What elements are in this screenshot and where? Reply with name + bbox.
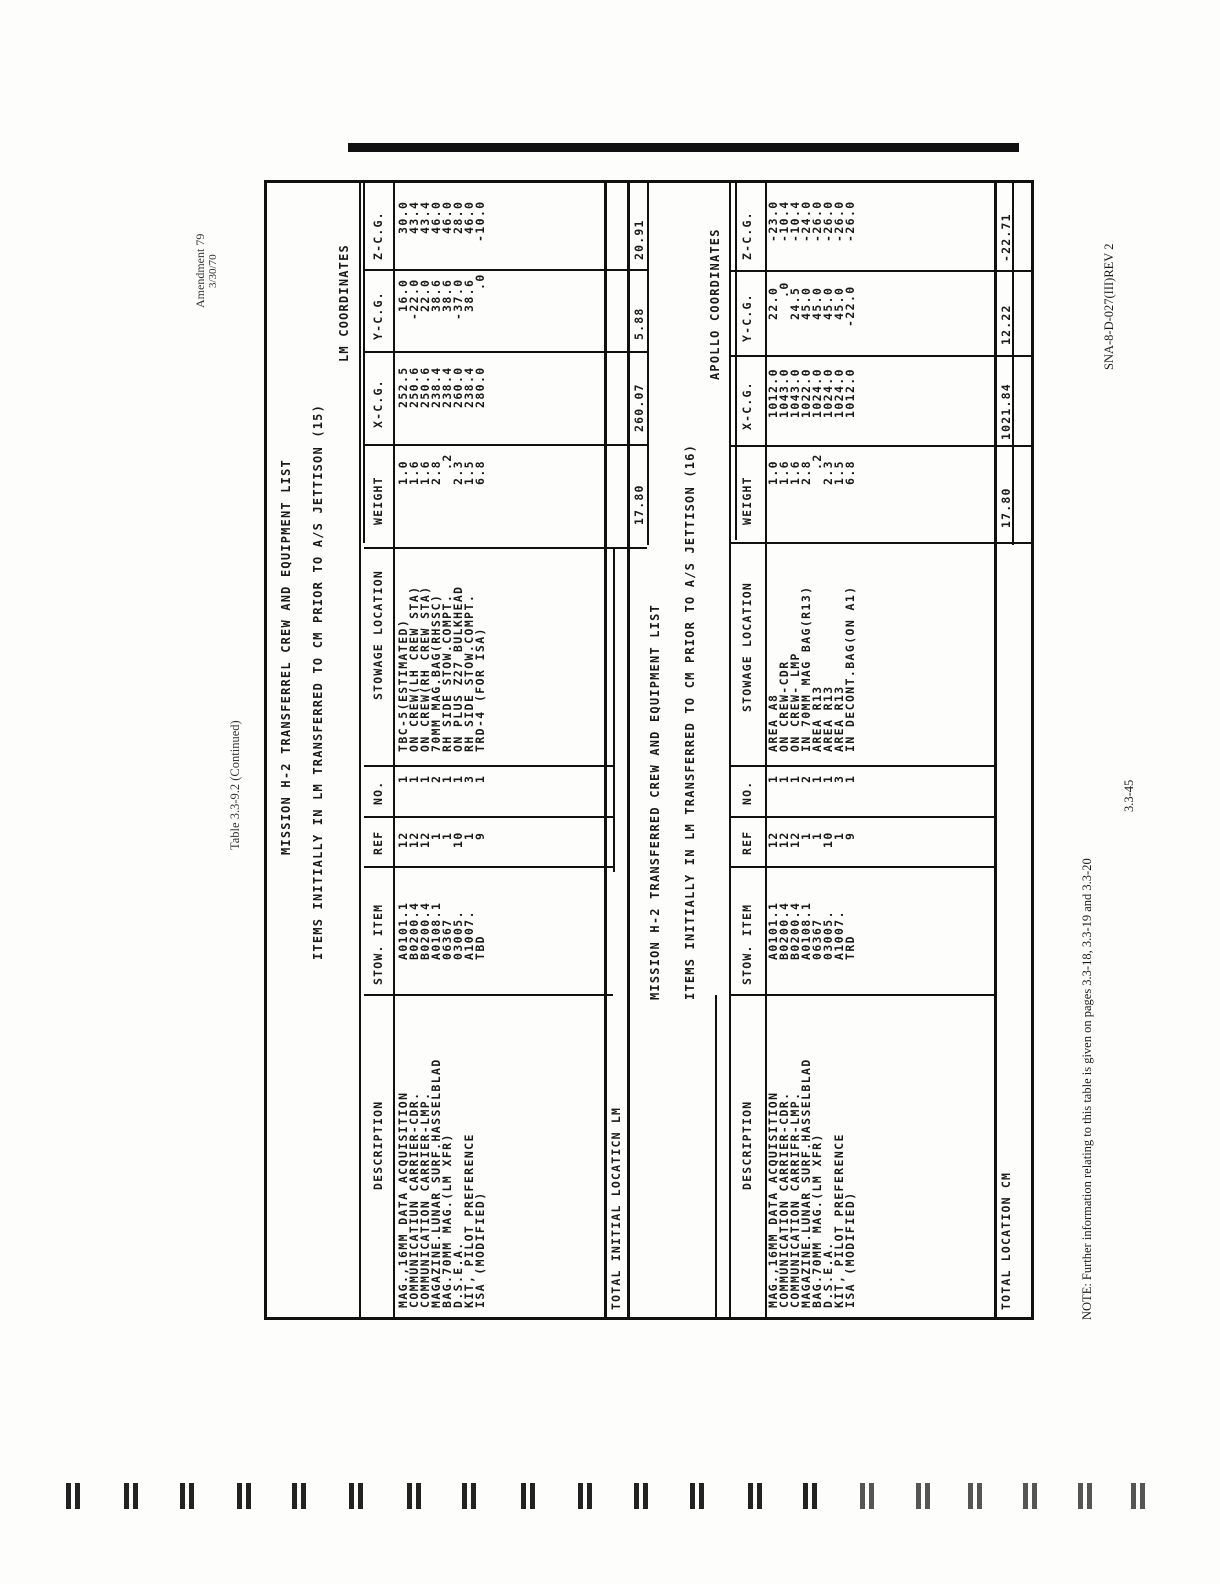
- t1-row7-y-cg: 38.6: [462, 278, 476, 312]
- t1-row4-z-cg: 46.0: [429, 200, 443, 234]
- t2-header-stow-item: STOW. ITEM: [740, 903, 754, 985]
- t1-row6-x-cg: 260.0: [451, 366, 465, 408]
- t1-row4-stow-item: A0108.1: [429, 901, 443, 960]
- t2-row8-y-cg: -22.0: [843, 285, 857, 327]
- t1-row8-z-cg: -10.0: [473, 200, 487, 242]
- t1-row3-description: COMMUNICATION CARRIER-LMP.: [418, 1091, 432, 1308]
- t1-row5-stow-item: 06367: [440, 918, 454, 960]
- t2-row4-description: MAGAZINE.LUNAR SURF.HASSELBLAD: [799, 1058, 813, 1308]
- t2-row4-ref: 1: [799, 831, 813, 840]
- t2-row3-weight: 1.6: [788, 460, 802, 485]
- t2-row7-weight: 1.5: [832, 460, 846, 485]
- t2-total-label: TOTAL LOCATION CM: [999, 1171, 1013, 1310]
- film-mark: [803, 1483, 817, 1509]
- film-mark: [462, 1483, 476, 1509]
- t2-row5-location: AREA R13: [810, 685, 824, 752]
- t1-row1-y-cg: 16.0: [396, 278, 410, 312]
- t1-row2-ref: 12: [407, 831, 421, 848]
- t1-row7-z-cg: 46.0: [462, 200, 476, 234]
- film-mark: [634, 1483, 648, 1509]
- t1-row8-no: 1: [473, 774, 487, 783]
- t1-row3-weight: 1.6: [418, 460, 432, 485]
- t1-header-ref: REF: [371, 830, 385, 855]
- t2-row7-stow-item: A1007.: [832, 910, 846, 960]
- film-mark: [860, 1483, 874, 1509]
- t1-row8-stow-item: TBD: [473, 935, 487, 960]
- t2-row6-description: D.S.E.A.: [821, 1241, 835, 1308]
- film-mark: [748, 1483, 762, 1509]
- t1-header-y-cg: Y-C.G.: [371, 291, 385, 340]
- t1-row4-description: MAGAZINE.LUNAR SURF.HASSELBLAD: [429, 1058, 443, 1308]
- t1-row6-ref: 10: [451, 831, 465, 848]
- t1-row6-weight: 2.3: [451, 460, 465, 485]
- t2-row6-no: 1: [821, 774, 835, 783]
- page-number: 3.3-45: [1122, 779, 1136, 812]
- t1-header-weight: WEIGHT: [371, 476, 385, 525]
- t2-row1-description: MAG.,16MM DATA ACQUISITION: [766, 1091, 780, 1308]
- t1-row8-ref: 9: [473, 831, 487, 840]
- t1-row5-ref: 1: [440, 831, 454, 840]
- t2-row8-no: 1: [843, 774, 857, 783]
- film-mark: [690, 1483, 704, 1509]
- t2-row4-weight: 2.8: [799, 460, 813, 485]
- t1-row7-description: KIT, PILOT PREFERENCE: [462, 1133, 476, 1308]
- t2-header-no: NO.: [740, 780, 754, 805]
- t2-total-x-cg: 1021.84: [999, 383, 1013, 440]
- film-mark: [66, 1483, 80, 1509]
- t1-row3-location: ON CREW(RH CREW STA): [418, 585, 432, 752]
- t2-row6-ref: 10: [821, 831, 835, 848]
- film-mark: [349, 1483, 363, 1509]
- t2-row8-stow-item: TRD: [843, 935, 857, 960]
- t2-row4-y-cg: 45.0: [799, 286, 813, 320]
- t2-row4-z-cg: -24.0: [799, 200, 813, 242]
- t1-total-y-cg: 5.88: [632, 307, 646, 340]
- t2-row7-x-cg: 1024.0: [832, 368, 846, 418]
- table2-title: MISSION H-2 TRANSFERRED CREW AND EQUIPMENT LIST: [648, 604, 662, 1000]
- film-mark: [521, 1483, 535, 1509]
- t1-row4-x-cg: 238.4: [429, 366, 443, 408]
- t1-row3-x-cg: 250.6: [418, 366, 432, 408]
- t1-row1-location: TBC-5(ESTIMATED): [396, 618, 410, 752]
- film-mark: [292, 1483, 306, 1509]
- table1-header-bottom-line: [393, 183, 395, 1318]
- t2-row7-no: 3: [832, 774, 846, 783]
- document-code: SNA-8-D-027(III)REV 2: [1102, 243, 1116, 370]
- t1-header-stow-item: STOW. ITEM: [371, 903, 385, 985]
- t2-row7-description: KIT, PILOT PREFERENCE: [832, 1133, 846, 1308]
- t2-row3-location: ON CREW- LMP: [788, 652, 802, 752]
- t1-total-x-cg: 260.07: [632, 383, 646, 432]
- t2-row4-no: 2: [799, 774, 813, 783]
- t1-row8-description: ISA (MODIFIED): [473, 1191, 487, 1308]
- t1-row2-location: ON CREW(LH CREW STA): [407, 585, 421, 752]
- t2-row5-no: 1: [810, 774, 824, 783]
- t1-row4-weight: 2.8: [429, 460, 443, 485]
- table1-header-top-line: [359, 183, 361, 1318]
- t2-header-description: DESCRIPTION: [740, 1100, 754, 1190]
- t2-row2-x-cg: 1043.0: [777, 368, 791, 418]
- t2-row6-stow-item: 03005.: [821, 910, 835, 960]
- t2-row7-location: AREA R13: [832, 685, 846, 752]
- t2-header-z-cg: Z-C.G.: [740, 211, 754, 260]
- t2-total-weight: 17.80: [999, 487, 1013, 528]
- t2-row1-no: 1: [766, 774, 780, 783]
- film-mark: [407, 1483, 421, 1509]
- t1-row2-x-cg: 250.6: [407, 366, 421, 408]
- film-mark: [1131, 1483, 1145, 1509]
- t1-total-weight: 17.80: [632, 484, 646, 525]
- film-mark: [916, 1483, 930, 1509]
- film-mark: [968, 1483, 982, 1509]
- t2-row3-z-cg: -10.4: [788, 200, 802, 242]
- t2-row4-location: IN 70MM MAG BAG(R13): [799, 585, 813, 752]
- t2-row4-x-cg: 1022.0: [799, 368, 813, 418]
- t2-row1-x-cg: 1012.0: [766, 368, 780, 418]
- t1-row3-y-cg: 22.0: [418, 278, 432, 312]
- t2-row8-location: IN DECONT.BAG(ON A1): [843, 585, 857, 752]
- t1-row5-weight: .2: [440, 453, 454, 470]
- amendment-date: 3/30/70: [207, 254, 219, 288]
- t1-row1-ref: 12: [396, 831, 410, 848]
- table1-title: MISSION H-2 TRANSFERREL CREW AND EQUIPMENT LIST: [279, 459, 293, 855]
- header-rule: [348, 143, 1019, 152]
- t2-row2-stow-item: B0200.4: [777, 901, 791, 960]
- t2-row2-ref: 12: [777, 831, 791, 848]
- t2-row7-ref: 1: [832, 831, 846, 840]
- t2-row8-weight: 6.8: [843, 460, 857, 485]
- t2-row7-y-cg: 45.0: [832, 286, 846, 320]
- t1-row2-weight: 1.6: [407, 460, 421, 485]
- t1-row5-description: BAG.70MM MAG.(LM XFR): [440, 1133, 454, 1308]
- t1-row1-no: 1: [396, 774, 410, 783]
- t1-row5-no: 1: [440, 774, 454, 783]
- t2-row3-no: 1: [788, 774, 802, 783]
- t1-row7-location: RH SIDE STOW.COMPT.: [462, 593, 476, 752]
- t1-row7-no: 3: [462, 774, 476, 783]
- t1-row1-stow-item: A0101.1: [396, 901, 410, 960]
- t1-row8-location: TRD-4 (FOR ISA): [473, 627, 487, 752]
- amendment-label: Amendment 79: [193, 233, 207, 308]
- t1-row2-no: 1: [407, 774, 421, 783]
- table-caption: Table 3.3-9.2 (Continued): [228, 720, 242, 850]
- film-mark: [1023, 1483, 1037, 1509]
- t1-row3-z-cg: 43.4: [418, 200, 432, 234]
- t1-row6-no: 1: [451, 774, 465, 783]
- t2-row2-y-cg: .0: [777, 281, 791, 298]
- t2-row2-weight: 1.6: [777, 460, 791, 485]
- t2-row6-x-cg: 1024.0: [821, 368, 835, 418]
- t2-row7-z-cg: -26.0: [832, 200, 846, 242]
- t1-row1-weight: 1.0: [396, 460, 410, 485]
- t1-row4-y-cg: 38.6: [429, 278, 443, 312]
- t2-row3-stow-item: B0200.4: [788, 901, 802, 960]
- t1-row1-x-cg: 252.5: [396, 366, 410, 408]
- table1-desc-divider: [364, 994, 613, 996]
- film-mark: [237, 1483, 251, 1509]
- t2-header-stowage-location: STOWAGE LOCATION: [740, 582, 754, 712]
- table1-total-divider: [604, 183, 607, 1318]
- t1-row8-weight: 6.8: [473, 460, 487, 485]
- t2-row8-description: ISA (MODIFIED): [843, 1191, 857, 1308]
- t1-total-label: TOTAL INITIAL LOCATICN LM: [609, 1106, 623, 1310]
- table2-subtitle: ITEMS INITIALLY IN LM TRANSFERRED TO CM PRIOR TO A/S JETTISON (16): [683, 443, 697, 1000]
- t1-header-x-cg: X-C.G.: [371, 379, 385, 428]
- t2-header-x-cg: X-C.G.: [740, 381, 754, 430]
- t2-total-y-cg: 12.22: [999, 304, 1013, 345]
- t2-row5-x-cg: 1024.0: [810, 368, 824, 418]
- t2-row6-y-cg: 45.0: [821, 286, 835, 320]
- t1-row4-no: 2: [429, 774, 443, 783]
- t1-row3-no: 1: [418, 774, 432, 783]
- t2-row3-x-cg: 1043.0: [788, 368, 802, 418]
- t2-row4-stow-item: A0108.1: [799, 901, 813, 960]
- t1-header-z-cg: Z-C.G.: [371, 211, 385, 260]
- footnote: NOTE: Further information relating to this table is given on pages 3.3-18, 3.3-19 and 3.3-20: [1080, 858, 1094, 1320]
- t1-row3-ref: 12: [418, 831, 432, 848]
- t1-row2-z-cg: 43.4: [407, 200, 421, 234]
- t1-row2-y-cg: -22.0: [407, 278, 421, 320]
- t1-row2-description: COMMUNICATIUN CARRIER-CDR.: [407, 1091, 421, 1308]
- t1-row2-stow-item: B0200.4: [407, 901, 421, 960]
- t2-row1-stow-item: A0101.1: [766, 901, 780, 960]
- t1-row5-location: RH SIDE STOW.COMPT.: [440, 593, 454, 752]
- t1-row8-y-cg: .0: [473, 273, 487, 290]
- film-mark: [1078, 1483, 1092, 1509]
- t1-row5-x-cg: 238.4: [440, 366, 454, 408]
- t2-row5-ref: 1: [810, 831, 824, 840]
- t1-total-z-cg: 20.91: [632, 219, 646, 260]
- t2-row5-weight: .2: [810, 453, 824, 470]
- t2-row1-location: AREA A8: [766, 693, 780, 752]
- t1-row6-location: ON PLUS Z27 BULKHEAD: [451, 585, 465, 752]
- t2-header-ref: REF: [740, 830, 754, 855]
- t2-row1-y-cg: 22.0: [766, 286, 780, 320]
- t2-row3-y-cg: 24.5: [788, 286, 802, 320]
- t1-row7-weight: 1.5: [462, 460, 476, 485]
- t2-total-z-cg: -22.71: [999, 213, 1013, 262]
- t1-row4-location: 70MM MAG.BAG(RHSSC): [429, 593, 443, 752]
- t2-row1-weight: 1.0: [766, 460, 780, 485]
- t2-row2-location: ON CREW-CDR: [777, 660, 791, 752]
- t2-row1-ref: 12: [766, 831, 780, 848]
- t2-row1-z-cg: -23.0: [766, 200, 780, 242]
- t2-row2-no: 1: [777, 774, 791, 783]
- t2-row8-ref: 9: [843, 831, 857, 840]
- film-mark: [180, 1483, 194, 1509]
- t1-header-stowage-location: STOWAGE LOCATION: [371, 570, 385, 700]
- t2-row5-y-cg: 45.0: [810, 286, 824, 320]
- t1-row7-stow-item: A1007.: [462, 910, 476, 960]
- t2-row2-description: COMMUNICATION CARRIER-CDR.: [777, 1091, 791, 1308]
- t1-row7-ref: 1: [462, 831, 476, 840]
- t1-row1-description: MAG.,16MM DATA ACQUISITION: [396, 1091, 410, 1308]
- table2-header-top-line: [729, 183, 731, 1318]
- table2-coord-label: APOLLO COORDINATES: [708, 228, 722, 380]
- t2-row3-ref: 12: [788, 831, 802, 848]
- t2-row5-description: BAG.70MM MAG.(LM XFR): [810, 1133, 824, 1308]
- film-mark: [124, 1483, 138, 1509]
- t2-header-weight: WEIGHT: [740, 476, 754, 525]
- t1-row4-ref: 1: [429, 831, 443, 840]
- t1-header-no: NO.: [371, 780, 385, 805]
- table1-subtitle: ITEMS INITIALLY IN LM TRANSFERRED TO CM PRIOR TO A/S JETTISON (15): [311, 403, 325, 960]
- t2-row5-z-cg: -26.0: [810, 200, 824, 242]
- t1-row6-z-cg: 28.0: [451, 200, 465, 234]
- t2-row8-x-cg: 1012.0: [843, 368, 857, 418]
- table1-coord-label: LM COORDINATES: [337, 244, 351, 362]
- t2-header-y-cg: Y-C.G.: [740, 293, 754, 342]
- t2-row6-location: AREA R13: [821, 685, 835, 752]
- t2-row8-z-cg: -26.0: [843, 200, 857, 242]
- t1-row3-stow-item: B0200.4: [418, 901, 432, 960]
- t2-row6-z-cg: -26.0: [821, 200, 835, 242]
- t1-row6-description: D.S.E.A.: [451, 1241, 465, 1308]
- t1-row7-x-cg: 238.4: [462, 366, 476, 408]
- t2-row3-description: COMMUNICATION CARRIFR-LMP.: [788, 1091, 802, 1308]
- t1-row6-stow-item: 03005.: [451, 910, 465, 960]
- t1-row6-y-cg: -37.0: [451, 278, 465, 320]
- t2-row6-weight: 2.3: [821, 460, 835, 485]
- t1-row1-z-cg: 30.0: [396, 200, 410, 234]
- t1-row8-x-cg: 280.0: [473, 366, 487, 408]
- t1-header-description: DESCRIPTION: [371, 1100, 385, 1190]
- t1-row5-z-cg: 46.0: [440, 200, 454, 234]
- t1-row5-y-cg: 38.6: [440, 278, 454, 312]
- t2-row5-stow-item: 06367: [810, 918, 824, 960]
- film-mark: [578, 1483, 592, 1509]
- t2-row2-z-cg: -10.4: [777, 200, 791, 242]
- table2-total-divider: [994, 183, 997, 1318]
